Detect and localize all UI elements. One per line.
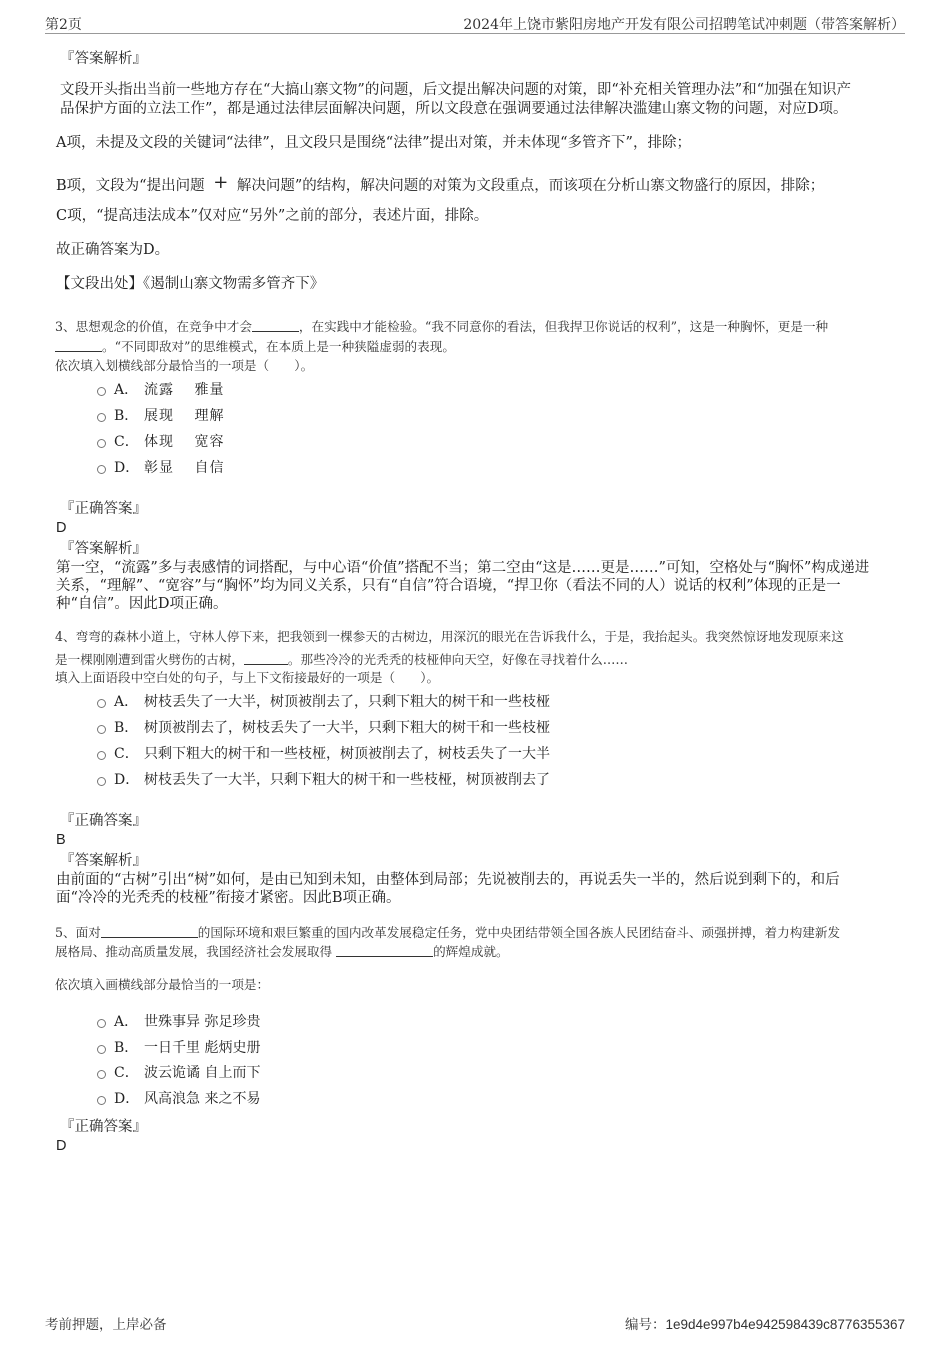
option-text: 彰显 自信 xyxy=(144,460,225,476)
option-text: 只剩下粗大的树干和一些枝桠，树顶被削去了，树枝丢失了一大半 xyxy=(144,746,550,762)
q4-blank xyxy=(244,651,288,665)
q3-answer: D xyxy=(56,520,67,536)
q5-stem-line2 xyxy=(55,943,509,962)
q5-answer-label: 『正确答案』 xyxy=(60,1119,147,1135)
footer-code xyxy=(625,1313,905,1333)
q5-stem-text-b: 的国际环境和艰巨繁重的国内改革发展稳定任务，党中央团结带领全国各族人民团结奋斗、顽强拼搏，着力构建新发 xyxy=(197,925,841,940)
q4-stem-text-b: 。那些冷冷的光秃秃的枝桠伸向天空，好像在寻找着什么…… xyxy=(287,652,628,667)
radio-icon[interactable] xyxy=(97,413,106,422)
q5-option-c[interactable] xyxy=(97,1064,260,1082)
q5-stem-text-d: 的辉煌成就。 xyxy=(433,944,509,959)
header-divider xyxy=(45,33,905,34)
option-letter: D． xyxy=(114,460,140,476)
footer-slogan: 考前押题，上岸必备 xyxy=(45,1317,167,1333)
q3-analysis-line2: 关系，“理解”、“宽容”与“胸怀”均为同义关系，只有“自信”符合语境，“捍卫你（看法不同的人）说话的权利”体现的正是一 xyxy=(56,578,841,594)
q4-analysis-label: 『答案解析』 xyxy=(60,853,147,869)
option-letter: A． xyxy=(114,1014,139,1030)
radio-icon[interactable] xyxy=(97,465,106,474)
radio-icon[interactable] xyxy=(97,1070,106,1079)
q4-answer: B xyxy=(56,832,66,848)
q5-prompt: 依次填入画横线部分最恰当的一项是： xyxy=(55,977,270,992)
document-title: 2024年上饶市紫阳房地产开发有限公司招聘笔试冲刺题（带答案解析） xyxy=(463,17,905,33)
q2-option-c-explanation: C项，“提高违法成本”仅对应“另外”之前的部分，表述片面，排除。 xyxy=(56,208,489,224)
q5-option-d[interactable] xyxy=(97,1090,260,1108)
q4-analysis-line1: 由前面的“古树”引出“树”如何，是由已知到未知，由整体到局部；先说被削去的，再说丢失一半的，然后说到剩下的，和后 xyxy=(56,872,840,888)
option-text: 世殊事异 弥足珍贵 xyxy=(144,1014,261,1030)
q3-prompt: 依次填入划横线部分最恰当的一项是（ ）。 xyxy=(55,358,314,373)
option-letter: B． xyxy=(114,408,139,424)
option-text: 展现 理解 xyxy=(144,408,225,424)
q3-answer-label: 『正确答案』 xyxy=(60,501,147,517)
q5-blank-2 xyxy=(336,943,433,957)
radio-icon[interactable] xyxy=(97,439,106,448)
option-text: 树枝丢失了一大半，只剩下粗大的树干和一些枝桠，树顶被削去了 xyxy=(144,772,550,788)
q2-analysis-label: 『答案解析』 xyxy=(60,51,147,67)
q3-stem-line2 xyxy=(55,338,455,357)
option-text: 一日千里 彪炳史册 xyxy=(144,1040,261,1056)
q3-blank-2 xyxy=(55,338,102,352)
option-letter: C． xyxy=(114,1065,139,1081)
option-letter: C． xyxy=(114,746,139,762)
radio-icon[interactable] xyxy=(97,725,106,734)
option-letter: D． xyxy=(114,1091,140,1107)
q3-analysis-label: 『答案解析』 xyxy=(60,541,147,557)
option-letter: D． xyxy=(114,772,140,788)
q3-option-b[interactable] xyxy=(97,407,224,425)
option-text: 体现 宽容 xyxy=(144,434,225,450)
q4-option-a[interactable] xyxy=(97,693,550,711)
q2-option-a-explanation: A项，未提及文段的关键词“法律”，且文段只是围绕“法律”提出对策，并未体现“多管齐下”，排除； xyxy=(56,135,691,151)
q3-blank-1 xyxy=(252,318,299,332)
q4-option-b[interactable] xyxy=(97,719,550,737)
radio-icon[interactable] xyxy=(97,1019,106,1028)
q5-option-a[interactable] xyxy=(97,1013,260,1031)
q4-analysis-line2: 面“冷冷的光秃秃的枝桠”衔接才紧密。因此B项正确。 xyxy=(56,890,401,906)
option-text: 风高浪急 来之不易 xyxy=(144,1091,261,1107)
q5-stem-text-a: 5、面对 xyxy=(55,925,101,940)
q4-stem-text-a: 是一棵刚刚遭到雷火劈伤的古树， xyxy=(55,652,244,667)
footer-code-label: 编号： xyxy=(625,1317,666,1333)
q3-stem-text-a: 3、思想观念的价值，在竞争中才会 xyxy=(55,319,252,334)
q2-option-b-part1: B项，文段为“提出问题 xyxy=(56,178,205,194)
q3-analysis-line3: 种“自信”。因此D项正确。 xyxy=(56,596,228,612)
q3-stem-text-b: ，在实践中才能检验。“我不同意你的看法，但我捍卫你说话的权利”，这是一种胸怀，更是一种 xyxy=(298,319,829,334)
option-text: 树顶被削去了，树枝丢失了一大半，只剩下粗大的树干和一些枝桠 xyxy=(144,720,550,736)
option-text: 流露 雅量 xyxy=(144,382,225,398)
option-letter: A． xyxy=(114,382,139,398)
q5-blank-1 xyxy=(101,924,198,938)
radio-icon[interactable] xyxy=(97,387,106,396)
radio-icon[interactable] xyxy=(97,777,106,786)
option-letter: B． xyxy=(114,720,139,736)
option-letter: C． xyxy=(114,434,139,450)
q3-stem-line1 xyxy=(55,318,828,337)
q2-option-b-part2: 解决问题”的结构，解决问题的对策为文段重点，而该项在分析山寨文物盛行的原因，排除； xyxy=(236,178,825,194)
q5-stem-line1 xyxy=(55,924,840,943)
radio-icon[interactable] xyxy=(97,1096,106,1105)
q5-option-b[interactable] xyxy=(97,1039,260,1057)
page-number: 第2页 xyxy=(45,17,82,33)
q4-prompt: 填入上面语段中空白处的句子，与上下文衔接最好的一项是（ ）。 xyxy=(55,670,440,685)
q5-stem-text-c: 展格局、推动高质量发展，我国经济社会发展取得 xyxy=(55,944,333,959)
q4-stem-line1: 4、弯弯的森林小道上，守林人停下来，把我领到一棵参天的古树边，用深沉的眼光在告诉我什么，于是，我抬起头。我突然惊讶地发现原来这 xyxy=(55,629,844,644)
option-letter: B． xyxy=(114,1040,139,1056)
q3-stem-text-c: 。“不同即敌对”的思维模式，在本质上是一种狭隘虚弱的表现。 xyxy=(102,339,455,354)
q2-conclusion: 故正确答案为D。 xyxy=(56,242,170,258)
q4-answer-label: 『正确答案』 xyxy=(60,813,147,829)
q3-option-a[interactable] xyxy=(97,381,224,399)
q5-answer: D xyxy=(56,1138,67,1154)
option-letter: A． xyxy=(114,694,139,710)
q2-source: 【文段出处】《遏制山寨文物需多管齐下》 xyxy=(56,276,325,292)
q4-option-d[interactable] xyxy=(97,771,550,789)
q3-option-d[interactable] xyxy=(97,459,224,477)
q2-analysis-para-line1: 文段开头指出当前一些地方存在“大搞山寨文物”的问题，后文提出解决问题的对策，即“补充相关管理办法”和“加强在知识产 xyxy=(60,82,852,98)
q4-option-c[interactable] xyxy=(97,745,550,763)
q3-option-c[interactable] xyxy=(97,433,224,451)
footer-code-value: 1e9d4e997b4e942598439c8776355367 xyxy=(665,1317,905,1332)
q2-analysis-para-line2: 品保护方面的立法工作”，都是通过法律层面解决问题，所以文段意在强调要通过法律解决滥建山寨文物的问题，对应D项。 xyxy=(60,101,848,117)
option-text: 树枝丢失了一大半，树顶被削去了，只剩下粗大的树干和一些枝桠 xyxy=(144,694,550,710)
radio-icon[interactable] xyxy=(97,1045,106,1054)
radio-icon[interactable] xyxy=(97,751,106,760)
q3-analysis-line1: 第一空，“流露”多与表感情的词搭配，与中心语“价值”搭配不当；第二空由“这是……更是……”可知，空格处与“胸怀”构成递进 xyxy=(56,560,870,576)
q2-option-b-explanation xyxy=(56,173,824,196)
option-text: 波云诡谲 自上而下 xyxy=(144,1065,261,1081)
radio-icon[interactable] xyxy=(97,699,106,708)
plus-sign: + xyxy=(213,172,229,193)
q4-stem-line2 xyxy=(55,651,628,670)
